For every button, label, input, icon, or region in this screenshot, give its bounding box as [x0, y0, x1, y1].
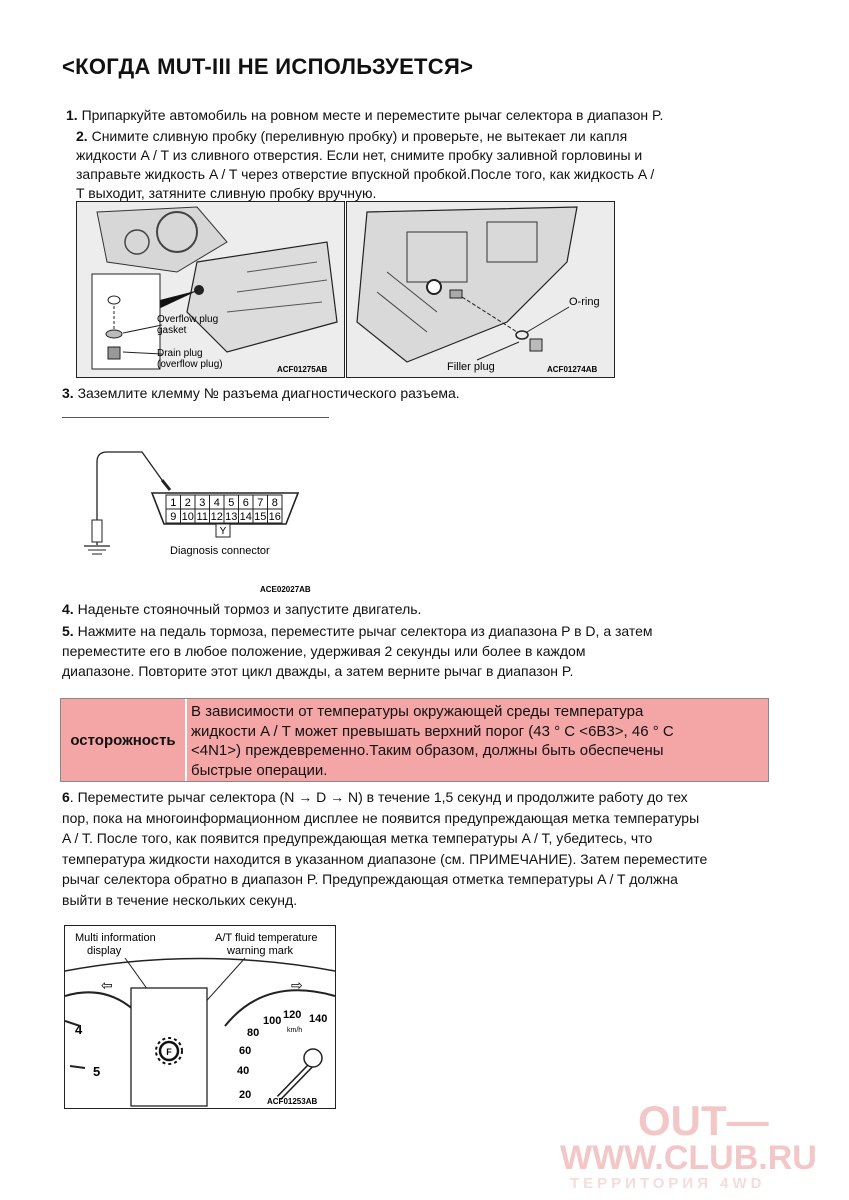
tach-label: 4: [75, 1022, 83, 1037]
step-text-line: T выходит, затяните сливную пробку вручную.: [76, 185, 377, 201]
step-text: Припаркуйте автомобиль на ровном месте и переместите рычаг селектора в диапазон P.: [81, 107, 664, 123]
tach-label: 5: [93, 1064, 101, 1079]
connector-pin-label: 11: [196, 511, 208, 523]
connector-pin-label: 7: [257, 497, 264, 509]
connector-pin-label: 14: [239, 511, 252, 523]
speed-label: 100: [263, 1015, 282, 1027]
diagnosis-connector-illustration: [62, 440, 352, 600]
watermark-line-1: OUT—: [638, 1097, 769, 1144]
connector-pin-label: 5: [228, 497, 235, 509]
drain-plug-figure: [76, 201, 345, 378]
connector-pin-label: 4: [213, 497, 220, 509]
speed-label: 80: [247, 1027, 260, 1039]
watermark-line-3: ТЕРРИТОРИЯ 4WD: [570, 1175, 766, 1192]
step-text-line: рычаг селектора обратно в диапазон P. Предупреждающая отметка температуры A / T должна: [62, 871, 678, 887]
step-text: Наденьте стояночный тормоз и запустите двигатель.: [77, 601, 422, 617]
caution-line: <4N1>) преждевременно.Таким образом, должны быть обеспечены: [191, 742, 664, 759]
oring-label: O-ring: [569, 296, 600, 308]
caution-text: [186, 699, 768, 781]
speed-label: 120: [283, 1009, 302, 1021]
filler-plug-label: Filler plug: [447, 361, 495, 373]
overflow-plug-label: Overflow plug: [157, 314, 219, 325]
filler-plug-figure: [346, 201, 615, 378]
page-title: <КОГДА MUT-III НЕ ИСПОЛЬЗУЕТСЯ>: [62, 54, 474, 79]
warning-mark-label-2: warning mark: [227, 945, 294, 957]
connector-pin-label: 1: [170, 497, 177, 509]
drain-plug-illustration: [77, 202, 344, 377]
step-number: 4.: [62, 601, 74, 617]
step-4: [62, 600, 421, 619]
step-text-line: жидкости A / T из сливного отверстия. Если нет, снимите пробку заливной горловины и: [76, 147, 643, 163]
connector-pin-label: 12: [210, 511, 223, 523]
drain-plug-label: Drain plug: [157, 348, 203, 359]
connector-pin-label: 10: [181, 511, 194, 523]
caution-line: В зависимости от температуры окружающей среды температура: [191, 703, 644, 720]
right-arrow-icon: ⇨: [291, 977, 303, 993]
speed-label: 140: [309, 1013, 328, 1025]
warning-mark-label: A/T fluid temperature: [215, 932, 318, 944]
figure-code: ACF01275AB: [277, 365, 328, 374]
connector-pin-label: 15: [254, 511, 267, 523]
step-1: [66, 106, 663, 125]
speed-label: 40: [237, 1065, 250, 1077]
step-6: [62, 787, 792, 910]
left-arrow-icon: ⇦: [101, 977, 113, 993]
step-number: 3.: [62, 385, 74, 401]
connector-pin-label: 6: [242, 497, 249, 509]
step-text-line: переместите его в любое положение, удерживая 2 секунды или более в каждом: [62, 643, 586, 659]
step-text: Заземлите клемму № разъема диагностического разъема.: [77, 385, 460, 401]
speed-label: 60: [239, 1045, 252, 1057]
watermark-logo: [560, 1095, 840, 1195]
svg-text:F: F: [166, 1047, 172, 1057]
step-text-line: температура жидкости находится в указанном диапазоне (см. ПРИМЕЧАНИЕ). Затем переместите: [62, 850, 708, 867]
speed-label: 20: [239, 1089, 252, 1101]
y-pin-label: Y: [219, 526, 227, 537]
connector-pin-label: 16: [268, 511, 281, 523]
filler-plug-illustration: [347, 202, 614, 377]
step-text-line: Нажмите на педаль тормоза, переместите рычаг селектора из диапазона P в D, а затем: [77, 623, 653, 639]
step-number: 6: [62, 789, 70, 805]
speed-unit: km/h: [287, 1027, 303, 1034]
step-2: [76, 127, 776, 203]
step-number: 2.: [76, 128, 88, 144]
figure-code: ACF01274AB: [547, 365, 598, 374]
multi-info-label: Multi information: [75, 932, 156, 944]
step-5: [62, 621, 782, 681]
step-text-line: A / T. После того, как появится предупреждающая метка температуры A / T, убедитесь, что: [62, 830, 653, 846]
diagnosis-connector-figure: [62, 440, 352, 600]
step-text-line: заправьте жидкость A / T через отверстие впускной пробкой.После того, как жидкость A /: [76, 166, 655, 182]
out-club-watermark: [560, 1095, 840, 1195]
instrument-cluster-illustration: [65, 926, 335, 1108]
diagnosis-connector-caption: Diagnosis connector: [170, 545, 270, 557]
caution-box: [60, 698, 769, 782]
gasket-label: gasket: [157, 325, 187, 336]
divider: [62, 417, 329, 418]
step-number: 5.: [62, 623, 74, 639]
caution-line: жидкости A / T может превышать верхний порог (43 ° C <6B3>, 46 ° C: [191, 722, 674, 740]
step-3: [62, 384, 460, 403]
multi-info-label-2: display: [87, 945, 122, 957]
connector-pin-label: 3: [199, 497, 206, 509]
instrument-cluster-figure: [64, 925, 336, 1109]
overflow-plug-paren-label: (overflow plug): [157, 359, 223, 370]
step-text-line: диапазоне. Повторите этот цикл дважды, а затем верните рычаг в диапазон P.: [62, 663, 574, 679]
caution-line: быстрые операции.: [191, 761, 328, 779]
step-number: 1.: [66, 107, 78, 123]
connector-pin-label: 2: [184, 497, 191, 509]
step-text-line: выйти в течение нескольких секунд.: [62, 891, 298, 908]
connector-pin-label: 9: [170, 511, 177, 523]
figure-code: ACE02027AB: [260, 585, 311, 594]
watermark-line-2: WWW.CLUB.RU: [560, 1139, 817, 1177]
connector-pin-label: 13: [225, 511, 238, 523]
step-text-line: . Переместите рычаг селектора (N → D → N) в течение 1,5 секунд и продолжите работу до тех: [69, 789, 688, 805]
caution-label: осторожность: [61, 699, 186, 781]
step-text-line: Снимите сливную пробку (переливную пробку) и проверьте, не вытекает ли капля: [91, 128, 628, 144]
connector-pin-label: 8: [271, 497, 278, 509]
step-text-line: пор, пока на многоинформационном дисплее не появится предупреждающая метка температуры: [62, 809, 700, 826]
figure-code: ACF01253AB: [267, 1097, 318, 1106]
